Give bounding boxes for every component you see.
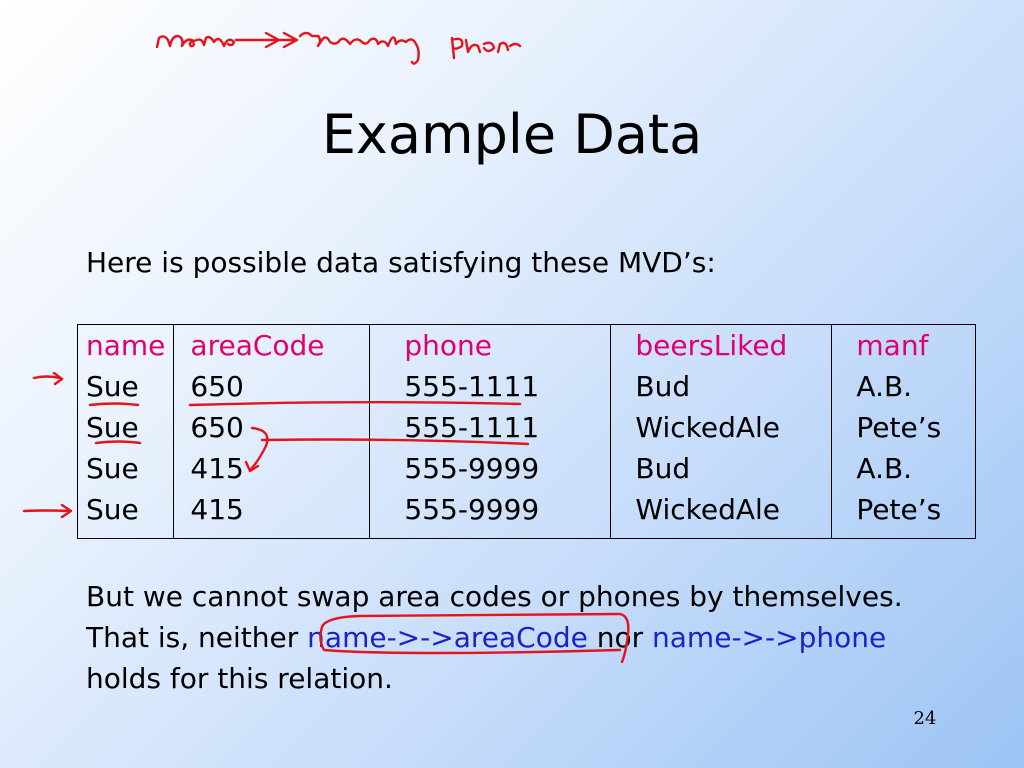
cell-areacode: 415 bbox=[174, 489, 370, 539]
table-row bbox=[78, 407, 976, 448]
paragraph-line-2-prefix: That is, neither bbox=[86, 621, 308, 654]
cell-name: Sue bbox=[78, 407, 174, 448]
cell-beersliked: Bud bbox=[611, 448, 832, 489]
header-phone: phone bbox=[370, 325, 611, 367]
mvd-phone: name->->phone bbox=[652, 621, 887, 654]
cell-name: Sue bbox=[78, 448, 174, 489]
cell-areacode: 415 bbox=[174, 448, 370, 489]
header-areacode: areaCode bbox=[174, 325, 370, 367]
paragraph-line-1: But we cannot swap area codes or phones by themselves. bbox=[86, 580, 903, 613]
cell-manf: Pete’s bbox=[832, 407, 976, 448]
header-beersliked: beersLiked bbox=[611, 325, 832, 367]
cell-phone: 555-1111 bbox=[370, 407, 611, 448]
cell-areacode: 650 bbox=[174, 407, 370, 448]
cell-manf: Pete’s bbox=[832, 489, 976, 539]
cell-name: Sue bbox=[78, 366, 174, 407]
header-manf: manf bbox=[832, 325, 976, 367]
slide-title: Example Data bbox=[321, 103, 703, 166]
table-row bbox=[78, 489, 976, 539]
mvd-areacode: name->->areaCode bbox=[307, 621, 588, 654]
intro-text: Here is possible data satisfying these MVD’s: bbox=[86, 246, 716, 279]
cell-manf: A.B. bbox=[832, 448, 976, 489]
table-row bbox=[78, 448, 976, 489]
cell-phone: 555-1111 bbox=[370, 366, 611, 407]
page-number: 24 bbox=[913, 708, 937, 729]
cell-beersliked: Bud bbox=[611, 366, 832, 407]
table-header-row bbox=[78, 325, 976, 367]
cell-phone: 555-9999 bbox=[370, 448, 611, 489]
cell-phone: 555-9999 bbox=[370, 489, 611, 539]
handwritten-note bbox=[157, 33, 520, 64]
row-arrow-1 bbox=[34, 373, 62, 384]
cell-beersliked: WickedAle bbox=[611, 407, 832, 448]
row-arrow-2 bbox=[24, 505, 71, 517]
cell-name: Sue bbox=[78, 489, 174, 539]
cell-beersliked: WickedAle bbox=[611, 489, 832, 539]
table-row bbox=[78, 366, 976, 407]
explanation-paragraph bbox=[86, 576, 903, 699]
paragraph-line-2 bbox=[86, 617, 903, 658]
header-name: name bbox=[78, 325, 174, 367]
cell-areacode: 650 bbox=[174, 366, 370, 407]
paragraph-nor: nor bbox=[587, 621, 653, 654]
cell-manf: A.B. bbox=[832, 366, 976, 407]
relation-table bbox=[77, 324, 976, 539]
paragraph-line-3: holds for this relation. bbox=[86, 662, 393, 695]
